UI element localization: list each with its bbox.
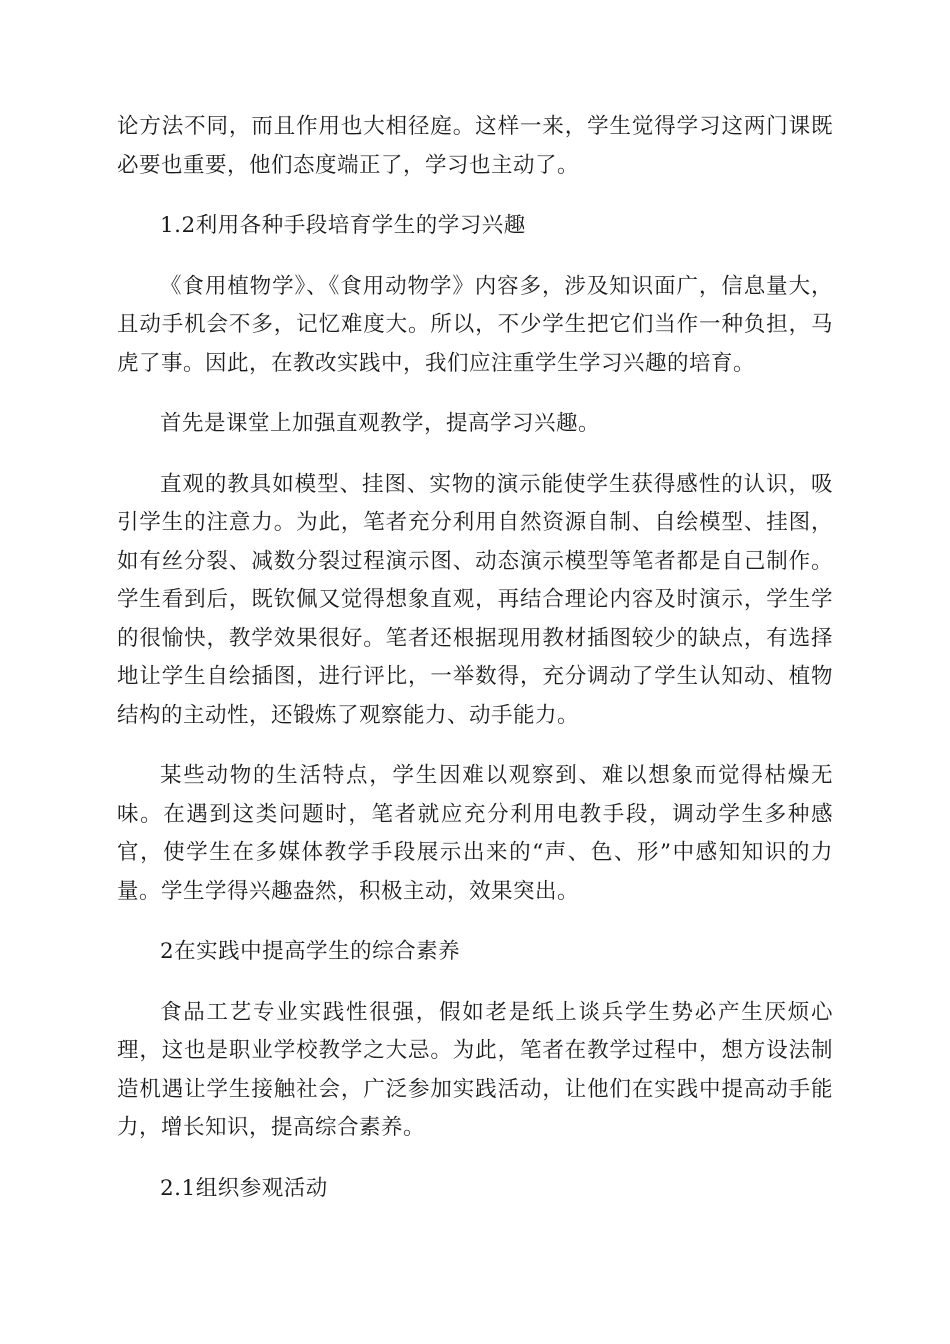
document-page [117,108,833,1230]
paragraph-intuitive-teaching: 首先是课堂上加强直观教学，提高学习兴趣。 [160,411,601,436]
paragraph-content-overview: 《食用植物学》、《食用动物学》内容多，涉及知识面广，信息量大，且动手机会不多，记忆难度大。所以，不少学生把它们当作一种负担，马虎了事。因此，在教改实践中，我们应注重学生学习兴趣的培育。 [117,273,833,376]
paragraph-multimedia: 某些动物的生活特点，学生因难以观察到、难以想象而觉得枯燥无味。在遇到这类问题时，笔者就应充分利用电教手段，调动学生多种感官，使学生在多媒体教学手段展示出来的“声、色、形”中感知知识的力量。学生学得兴趣盎然，积极主动，效果突出。 [117,763,833,904]
paragraph-teaching-aids: 直观的教具如模型、挂图、实物的演示能使学生获得感性的认识，吸引学生的注意力。为此，笔者充分利用自然资源自制、自绘模型、挂图，如有丝分裂、减数分裂过程演示图、动态演示模型等笔者都是自己制作。学生看到后，既钦佩又觉得想象直观，再结合理论内容及时演示，学生学的很愉快，教学效果很好。笔者还根据现用教材插图较少的缺点，有选择地让学生自绘插图，进行评比，一举数得，充分调动了学生认知动、植物结构的主动性，还锻炼了观察能力、动手能力。 [117,471,833,728]
paragraph-continuation: 论方法不同，而且作用也大相径庭。这样一来，学生觉得学习这两门课既必要也重要，他们态度端正了，学习也主动了。 [117,114,833,178]
section-heading-1-2: 1.2利用各种手段培育学生的学习兴趣 [160,213,526,238]
section-heading-2-1: 2.1组织参观活动 [160,1175,328,1201]
paragraph-practice: 食品工艺专业实践性很强，假如老是纸上谈兵学生势必产生厌烦心理，这也是职业学校教学之大忌。为此，笔者在教学过程中，想方设法制造机遇让学生接触社会，广泛参加实践活动，让他们在实践中提高动手能力，增长知识，提高综合素养。 [117,999,833,1140]
section-heading-2: 2在实践中提高学生的综合素养 [160,939,461,964]
